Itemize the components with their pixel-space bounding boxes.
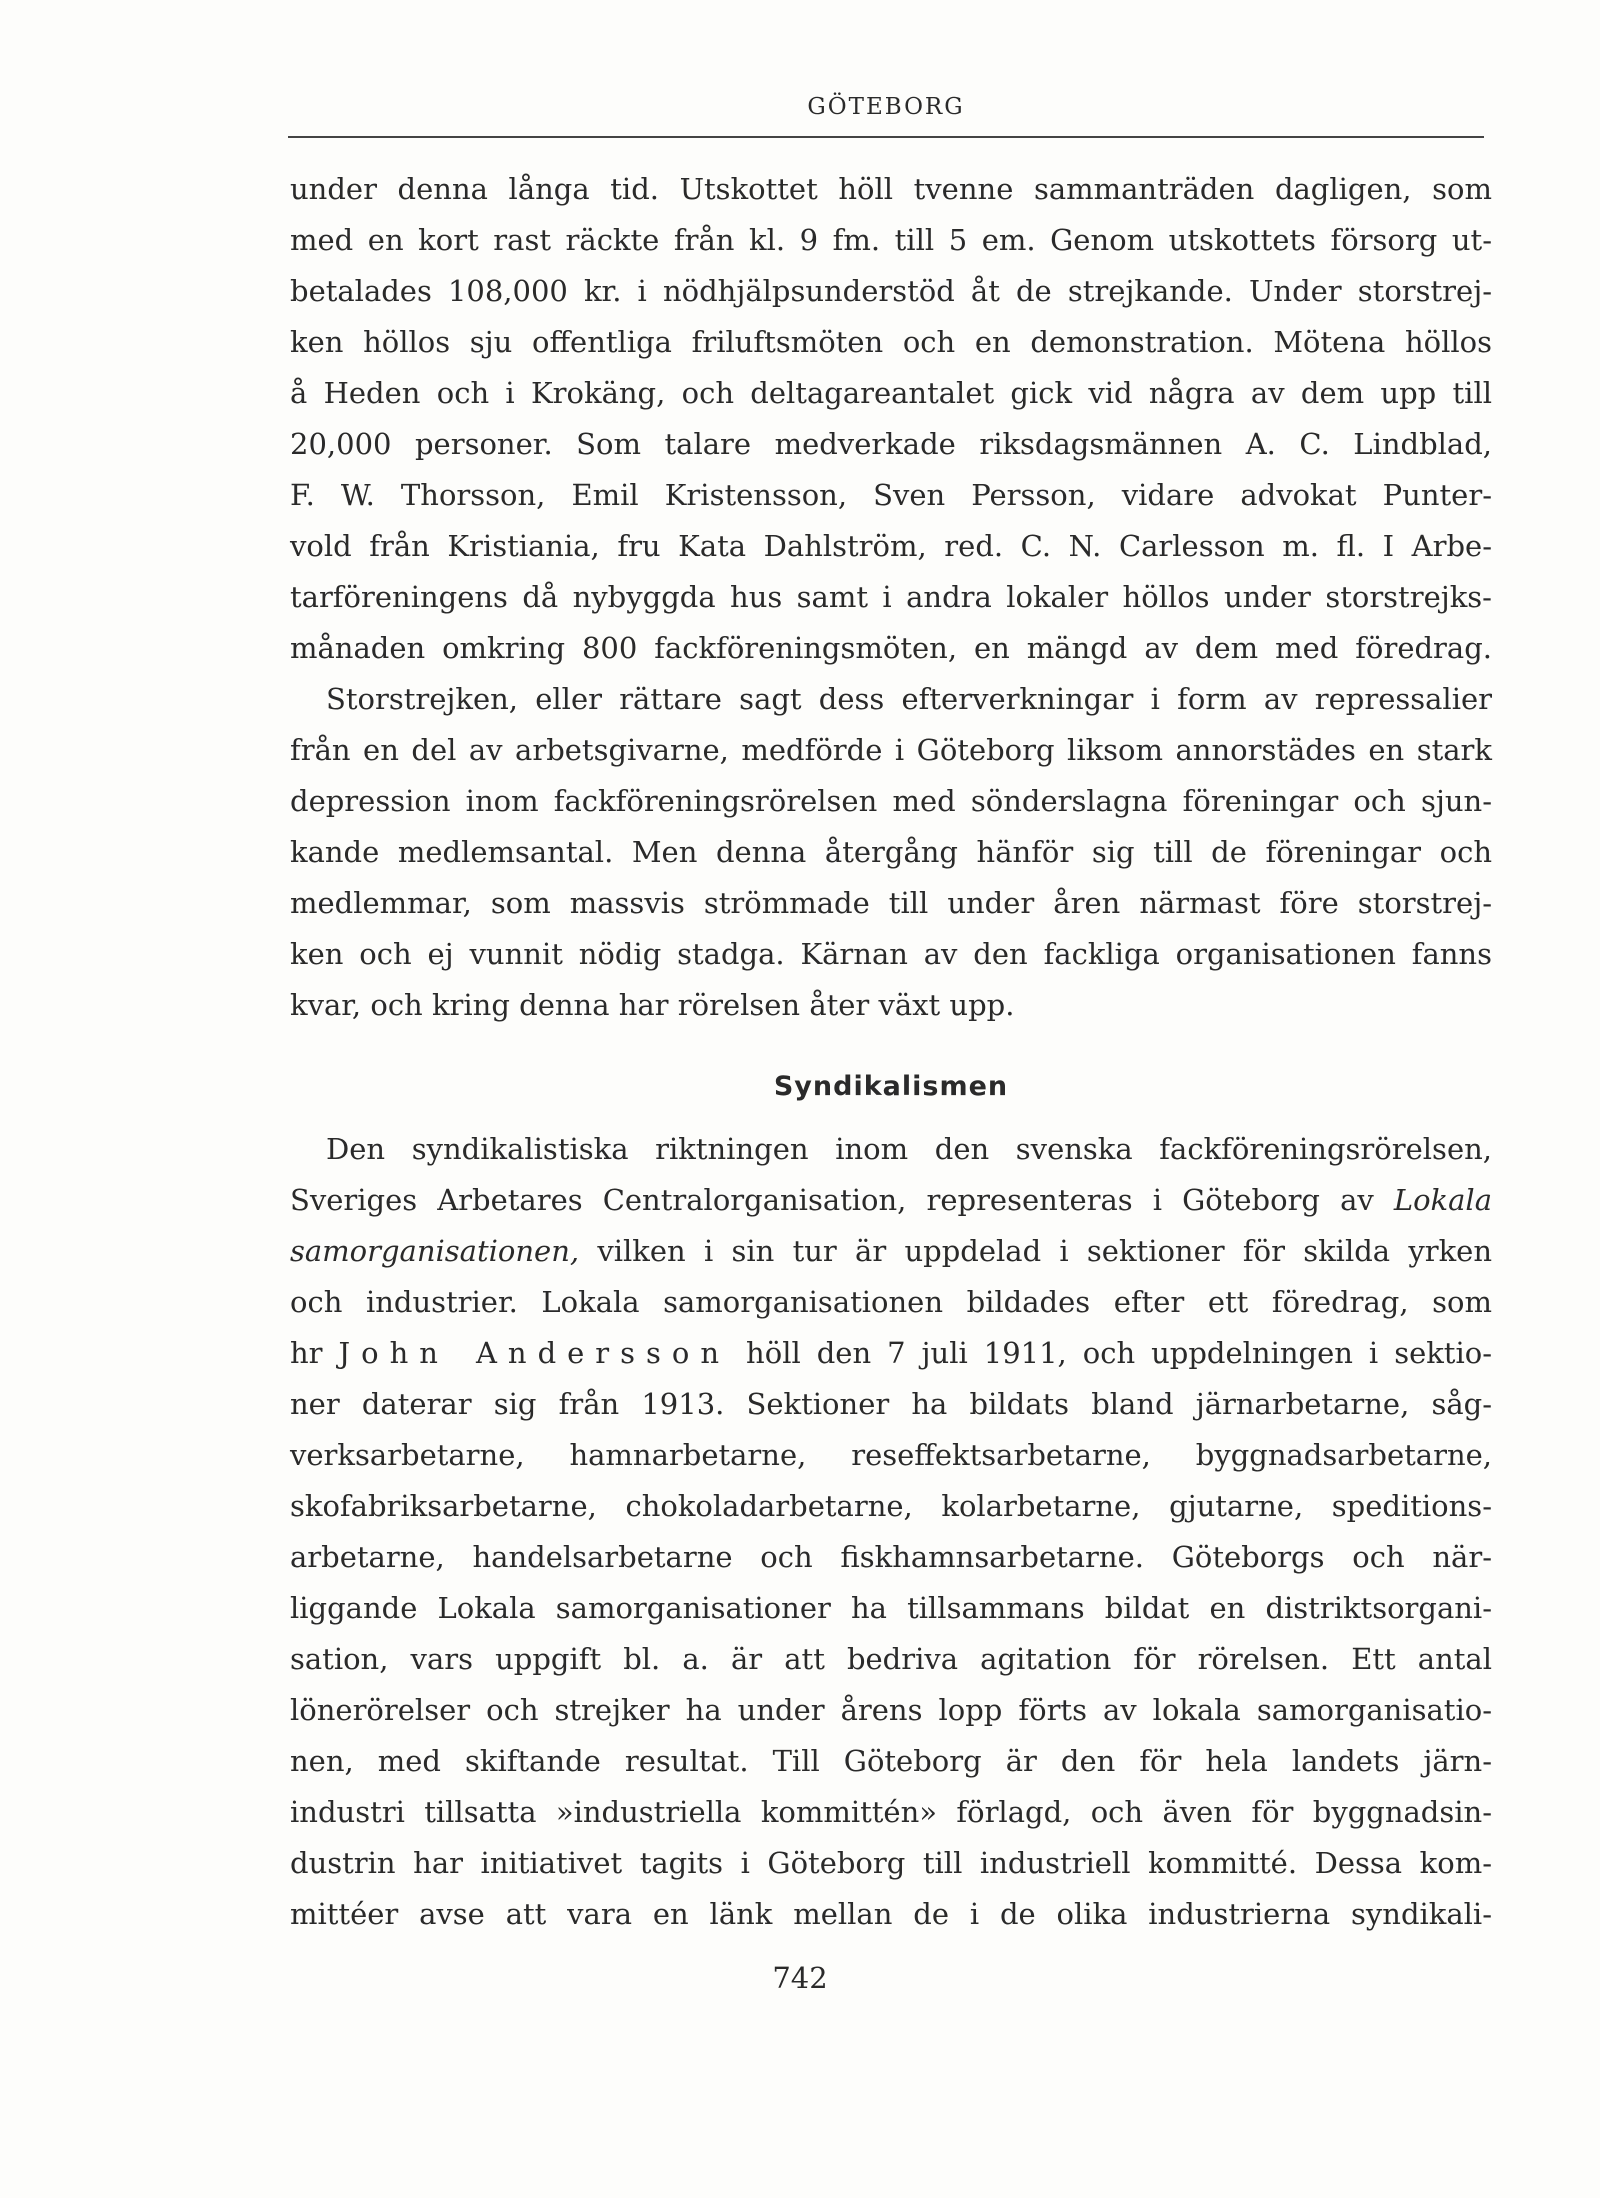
- text-line: liggande Lokala samorganisationer ha tillsammans bildat en distriktsorgani-: [290, 1591, 1492, 1625]
- text-line: tarföreningens då nybyggda hus samt i andra lokaler höllos under storstrejks-: [290, 580, 1492, 614]
- line-text: vilken i sin tur är uppdelad i sektioner för skilda yrken: [579, 1234, 1492, 1268]
- section-heading: Syndikalismen: [773, 1071, 1009, 1102]
- person-name: John Andersson: [338, 1336, 731, 1370]
- italic-term: samorganisationen,: [290, 1234, 580, 1268]
- text-line: betalades 108,000 kr. i nödhjälpsunderstöd åt de strejkande. Under storstrej-: [290, 274, 1492, 308]
- header-title: GÖTEBORG: [807, 94, 965, 120]
- text-line: från en del av arbetsgivarne, medförde i Göteborg liksom annorstädes en stark: [290, 733, 1492, 767]
- text-line: ken och ej vunnit nödig stadga. Kärnan av den fackliga organisationen fanns: [290, 937, 1492, 971]
- text-line: dustrin har initiativet tagits i Göteborg till industriell kommitté. Dessa kom-: [290, 1846, 1492, 1880]
- text-line: kande medlemsantal. Men denna återgång hänför sig till de föreningar och: [290, 835, 1492, 869]
- text-line: ken höllos sju offentliga friluftsmöten och en demonstration. Mötena höllos: [290, 325, 1492, 359]
- text-line: mittéer avse att vara en länk mellan de i de olika industrierna syndikali-: [290, 1897, 1492, 1931]
- text-line: och industrier. Lokala samorganisationen bildades efter ett föredrag, som: [290, 1285, 1492, 1319]
- line-text: höll den 7 juli 1911, och uppdelningen i sektio-: [730, 1336, 1492, 1370]
- text-line: lönerörelser och strejker ha under årens lopp förts av lokala samorganisatio-: [290, 1693, 1492, 1727]
- text-line: Storstrejken, eller rättare sagt dess efterverkningar i form av repressalier: [326, 682, 1492, 716]
- text-line: med en kort rast räckte från kl. 9 fm. till 5 em. Genom utskottets försorg ut-: [290, 223, 1492, 257]
- running-header: [288, 88, 1484, 138]
- line-text: hr: [290, 1336, 339, 1370]
- text-line: kvar, och kring denna har rörelsen åter växt upp.: [290, 988, 1015, 1022]
- text-line: skofabriksarbetarne, chokoladarbetarne, kolarbetarne, gjutarne, speditions-: [290, 1489, 1492, 1523]
- text-line: depression inom fackföreningsrörelsen med sönderslagna föreningar och sjun-: [290, 784, 1492, 818]
- text-line: verksarbetarne, hamnarbetarne, reseffektsarbetarne, byggnadsarbetarne,: [290, 1438, 1492, 1472]
- text-line: [290, 1328, 1492, 1378]
- text-line: arbetarne, handelsarbetarne och fiskhamnsarbetarne. Göteborgs och när-: [290, 1540, 1492, 1574]
- text-line: 20,000 personer. Som talare medverkade riksdagsmännen A. C. Lindblad,: [290, 427, 1492, 461]
- text-line: sation, vars uppgift bl. a. är att bedriva agitation för rörelsen. Ett antal: [290, 1642, 1492, 1676]
- italic-term: Lokala: [1393, 1183, 1492, 1217]
- text-line: ner daterar sig från 1913. Sektioner ha bildats bland järnarbetarne, såg-: [290, 1387, 1492, 1421]
- text-line: under denna långa tid. Utskottet höll tvenne sammanträden dagligen, som: [290, 172, 1492, 206]
- text-line: F. W. Thorsson, Emil Kristensson, Sven Persson, vidare advokat Punter-: [290, 478, 1492, 512]
- text-line: [290, 1226, 1492, 1276]
- text-line: [290, 1175, 1492, 1225]
- text-line: medlemmar, som massvis strömmade till under åren närmast före storstrej-: [290, 886, 1492, 920]
- text-line: industri tillsatta »industriella kommittén» förlagd, och även för byggnadsin-: [290, 1795, 1492, 1829]
- page-number: 742: [772, 1961, 828, 1995]
- text-line: vold från Kristiania, fru Kata Dahlström, red. C. N. Carlesson m. fl. I Arbe-: [290, 529, 1492, 563]
- text-line: å Heden och i Krokäng, och deltagareantalet gick vid några av dem upp till: [290, 376, 1492, 410]
- text-line: Den syndikalistiska riktningen inom den svenska fackföreningsrörelsen,: [326, 1132, 1492, 1166]
- text-line: månaden omkring 800 fackföreningsmöten, en mängd av dem med föredrag.: [290, 631, 1492, 665]
- line-text: Sveriges Arbetares Centralorganisation, representeras i Göteborg av: [290, 1183, 1394, 1217]
- text-line: nen, med skiftande resultat. Till Göteborg är den för hela landets järn-: [290, 1744, 1492, 1778]
